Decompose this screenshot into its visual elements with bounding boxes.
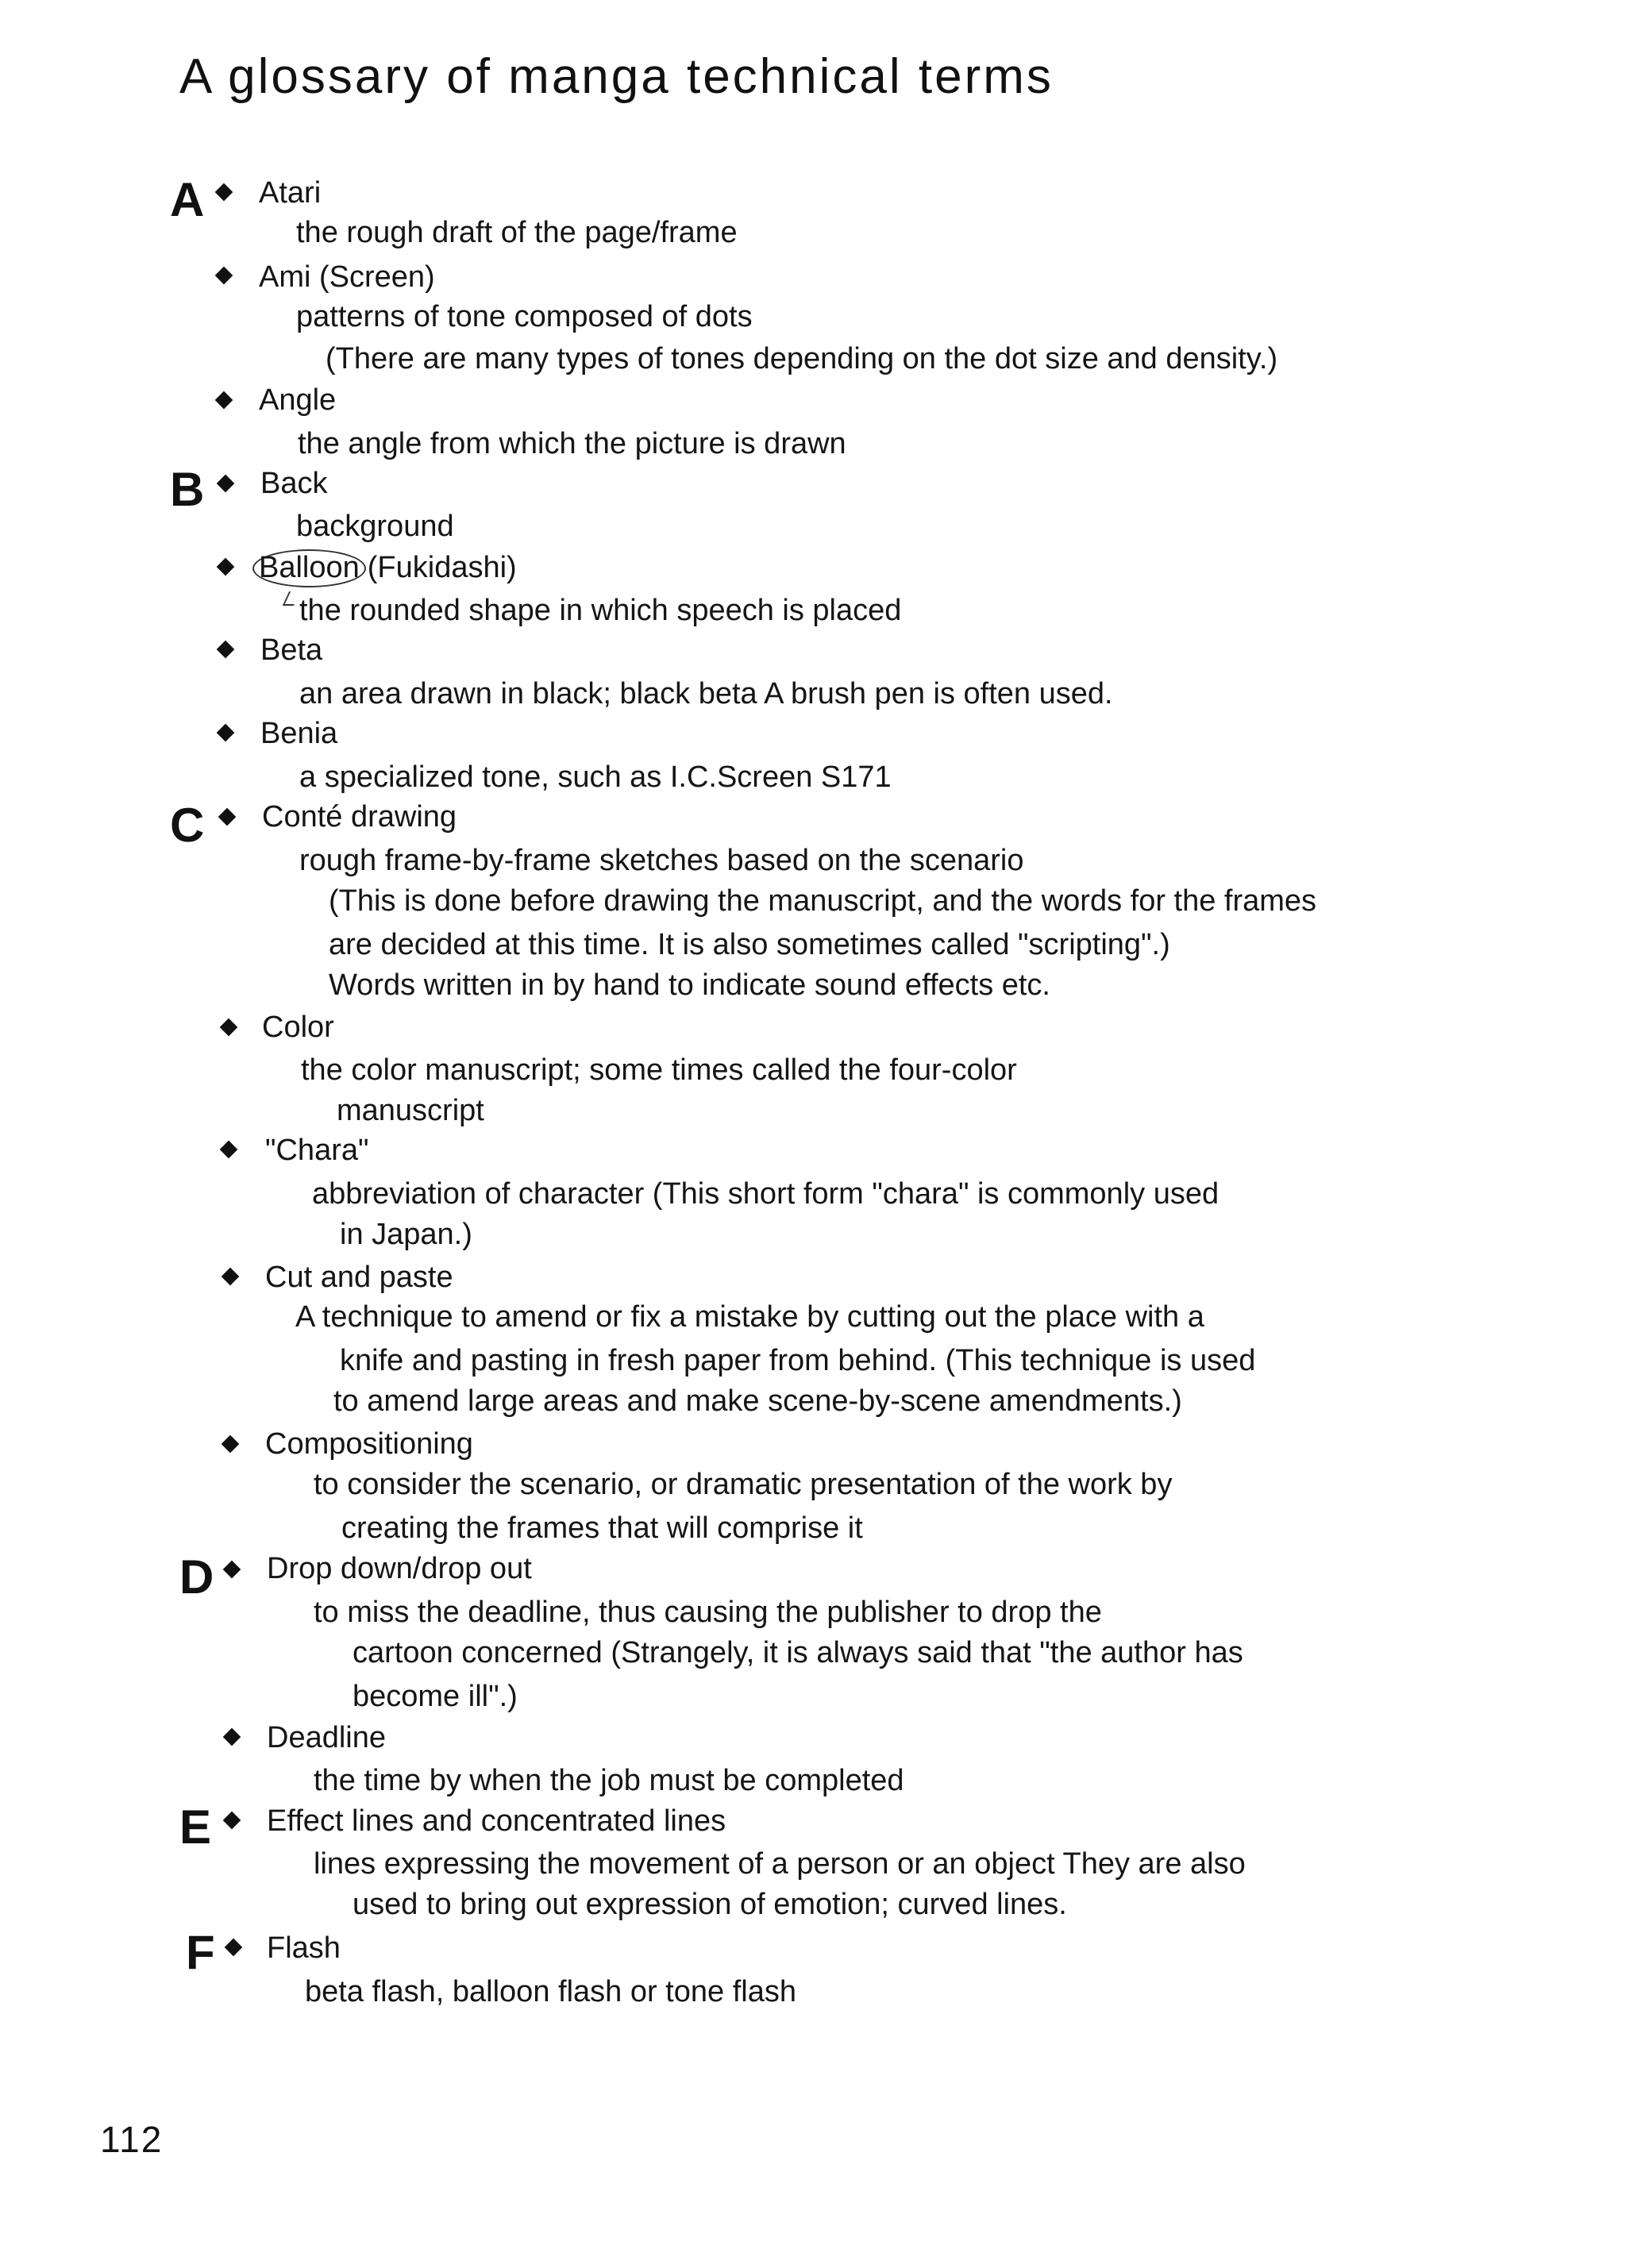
- definition-cut-and-paste-cont-1: knife and pasting in fresh paper from behind. (This technique is used: [340, 1344, 1256, 1377]
- diamond-icon: [224, 1938, 243, 1957]
- page-title: A glossary of manga technical terms: [179, 49, 1054, 104]
- diamond-icon: [219, 1018, 238, 1037]
- section-letter-b: B: [170, 463, 205, 516]
- term-cut-and-paste: Cut and paste: [265, 1261, 453, 1294]
- term-atari: Atari: [259, 176, 322, 210]
- definition-drop-down-cont-2: become ill".): [353, 1680, 518, 1713]
- definition-cut-and-paste-cont-2: to amend large areas and make scene-by-scene amendments.): [333, 1384, 1182, 1418]
- term-conte-drawing: Conté drawing: [262, 800, 457, 834]
- definition-effect-lines-cont: used to bring out expression of emotion; curved lines.: [353, 1888, 1067, 1921]
- definition-deadline: the time by when the job must be completed: [314, 1764, 904, 1797]
- diamond-icon: [216, 723, 235, 742]
- term-color: Color: [262, 1011, 334, 1044]
- diamond-icon: [221, 1434, 240, 1454]
- diamond-icon: [216, 474, 235, 493]
- term-deadline: Deadline: [267, 1721, 386, 1754]
- diamond-icon: [218, 807, 237, 826]
- diamond-icon: [214, 391, 233, 410]
- diamond-icon: [214, 183, 233, 202]
- definition-flash: beta flash, balloon flash or tone flash: [305, 1975, 796, 2008]
- diamond-icon: [221, 1267, 240, 1286]
- definition-beta: an area drawn in black; black beta A brush pen is often used.: [299, 677, 1113, 710]
- definition-compositioning-cont: creating the frames that will comprise it: [341, 1511, 863, 1545]
- definition-ami: patterns of tone composed of dots: [296, 300, 753, 333]
- section-letter-a: A: [170, 173, 205, 226]
- definition-back: background: [296, 510, 454, 543]
- definition-benia: a specialized tone, such as I.C.Screen S171: [299, 760, 892, 794]
- speech-balloon-tail: [283, 591, 300, 606]
- definition-drop-down-cont-1: cartoon concerned (Strangely, it is always said that "the author has: [353, 1636, 1243, 1669]
- definition-atari: the rough draft of the page/frame: [296, 216, 738, 249]
- section-letter-c: C: [170, 799, 205, 852]
- definition-conte-note-3: Words written in by hand to indicate sound effects etc.: [329, 968, 1050, 1002]
- diamond-icon: [216, 640, 235, 659]
- definition-compositioning: to consider the scenario, or dramatic presentation of the work by: [314, 1468, 1173, 1501]
- term-flash: Flash: [267, 1931, 341, 1965]
- term-back: Back: [260, 467, 328, 500]
- definition-conte: rough frame-by-frame sketches based on the scenario: [299, 844, 1024, 877]
- definition-balloon: the rounded shape in which speech is placed: [299, 594, 902, 627]
- definition-color: the color manuscript; some times called the four-color: [301, 1053, 1017, 1087]
- definition-conte-note-2: are decided at this time. It is also sometimes called "scripting".): [329, 928, 1170, 961]
- diamond-icon: [214, 266, 233, 285]
- term-benia: Benia: [260, 717, 338, 750]
- section-letter-d: D: [179, 1550, 214, 1604]
- page-number: 112: [100, 2119, 164, 2160]
- definition-cut-and-paste: A technique to amend or fix a mistake by cutting out the place with a: [295, 1300, 1204, 1334]
- definition-drop-down: to miss the deadline, thus causing the publisher to drop the: [314, 1596, 1102, 1629]
- term-beta: Beta: [260, 633, 323, 667]
- balloon-circled-term: Balloon: [252, 549, 366, 587]
- definition-ami-note: (There are many types of tones depending on the dot size and density.): [326, 342, 1278, 375]
- term-balloon-rest: (Fukidashi): [367, 551, 517, 584]
- term-effect-lines: Effect lines and concentrated lines: [267, 1804, 726, 1838]
- section-letter-f: F: [186, 1926, 215, 1979]
- definition-chara: abbreviation of character (This short form "chara" is commonly used: [312, 1177, 1220, 1211]
- definition-effect-lines: lines expressing the movement of a person or an object They are also: [314, 1847, 1246, 1881]
- definition-chara-cont: in Japan.): [340, 1218, 472, 1251]
- diamond-icon: [222, 1727, 241, 1746]
- term-ami: Ami (Screen): [259, 260, 435, 294]
- diamond-icon: [216, 557, 235, 576]
- diamond-icon: [219, 1140, 238, 1159]
- diamond-icon: [222, 1560, 241, 1579]
- term-chara: "Chara": [265, 1134, 369, 1167]
- term-drop-down: Drop down/drop out: [267, 1552, 532, 1585]
- term-angle: Angle: [259, 383, 337, 417]
- definition-color-cont: manuscript: [337, 1094, 484, 1127]
- section-letter-e: E: [179, 1800, 212, 1854]
- term-compositioning: Compositioning: [265, 1427, 473, 1461]
- definition-angle: the angle from which the picture is drawn: [298, 427, 846, 460]
- term-balloon: [259, 553, 517, 587]
- diamond-icon: [222, 1811, 241, 1830]
- definition-conte-note-1: (This is done before drawing the manuscript, and the words for the frames: [329, 884, 1317, 918]
